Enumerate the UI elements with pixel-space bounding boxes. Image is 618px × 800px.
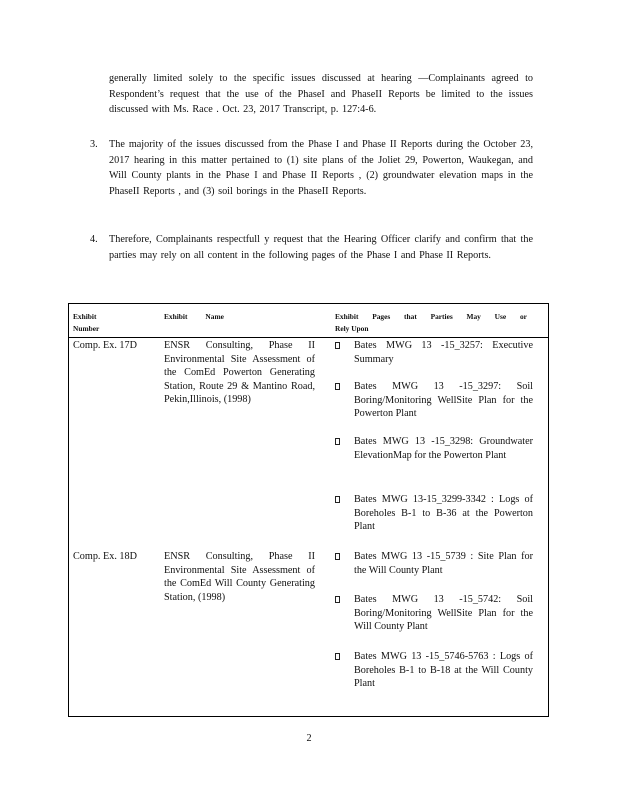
bullet-box-icon xyxy=(335,438,340,445)
item-4-number: 4. xyxy=(90,234,98,245)
header-exhibit-number: Exhibit Number xyxy=(73,312,100,333)
bullet-box-icon xyxy=(335,653,340,660)
page-number: 2 xyxy=(306,733,312,744)
exhibit-name-18d: ENSR Consulting, Phase II Environmental Site Assessment of the ComEd Will County Generating Station, (1998) xyxy=(164,551,315,603)
item-3-number: 3. xyxy=(90,139,98,150)
exhibit-number-17d: Comp. Ex. 17D xyxy=(73,340,137,351)
bullet-box-icon xyxy=(335,596,340,603)
bullet-box-icon xyxy=(335,553,340,560)
item-4-text: Therefore, Complainants respectfull y request that the Hearing Officer clarify and confirm that the parties may rely on all content in the following pages of the Phase I and Phase II Reports. xyxy=(109,234,533,261)
bullet-box-icon xyxy=(335,496,340,503)
exhibit-name-17d: ENSR Consulting, Phase II Environmental Site Assessment of the ComEd Powerton Generating Station, Route 29 & Mantino Road, Pekin,Illinois, (1998) xyxy=(164,340,315,405)
header-pages: Exhibit Pages that Parties May Use or Rely Upon xyxy=(335,312,527,333)
header-exhibit-name: Exhibit Name xyxy=(164,312,224,321)
item-3-text: The majority of the issues discussed from the Phase I and Phase II Reports during the October 23, 2017 hearing in this matter pertained to (1) site plans of the Joliet 29, Powerton, Waukegan, and Will County plants in the Phase I and Phase II Reports , (2) groundwater elevation maps in the PhaseII Reports , and (3) soil borings in the PhaseII Reports. xyxy=(109,139,533,197)
bullet-box-icon xyxy=(335,342,340,349)
paragraph-continuation: generally limited solely to the specific issues discussed at hearing —Complainants agreed to Respondent’s request that the use of the PhaseI and PhaseII Reports be limited to the issues discussed with Ms. Race . Oct. 23, 2017 Transcript, p. 127:4-6. xyxy=(109,73,533,115)
exhibit-table: Exhibit Number Exhibit Name Exhibit Pages that Parties May Use or Rely Upon Comp. Ex. 17D ENSR Consulting, Phase II Environmental Site Assessment of the ComEd Powerton Generating Station, Route 29 & Mantino Road, Pekin,Illinois, (1998) Bates MWG 13 -15_3257: Executive Summary Bates MWG 13 -15_3297: Soil Boring/Monitoring WellSite Plan for the Powerton Plant Bates MWG 13 -15_3298: Groundwater ElevationMap for the Powerton Plant Bates MWG 13-15_3299-3342 : Logs of Boreholes B-1 to B-36 at the Powerton Plant Comp. Ex. 18D ENSR Consulting, Phase II Environmental Site Assessment of the ComEd Will County Generating Station, (1998) Bates MWG 13 -15_5739 : Site Plan for the Will County Plant Bates MWG 13 -15_5742: Soil Boring/Monitoring WellSite Plan for the Will County Plant Bates MWG 13 -15_5746-5763 : Logs of Boreholes B-1 to B-18 at the Will County Plant xyxy=(68,303,549,717)
exhibit-number-18d: Comp. Ex. 18D xyxy=(73,551,137,562)
bullet-box-icon xyxy=(335,383,340,390)
header-divider xyxy=(69,337,548,338)
